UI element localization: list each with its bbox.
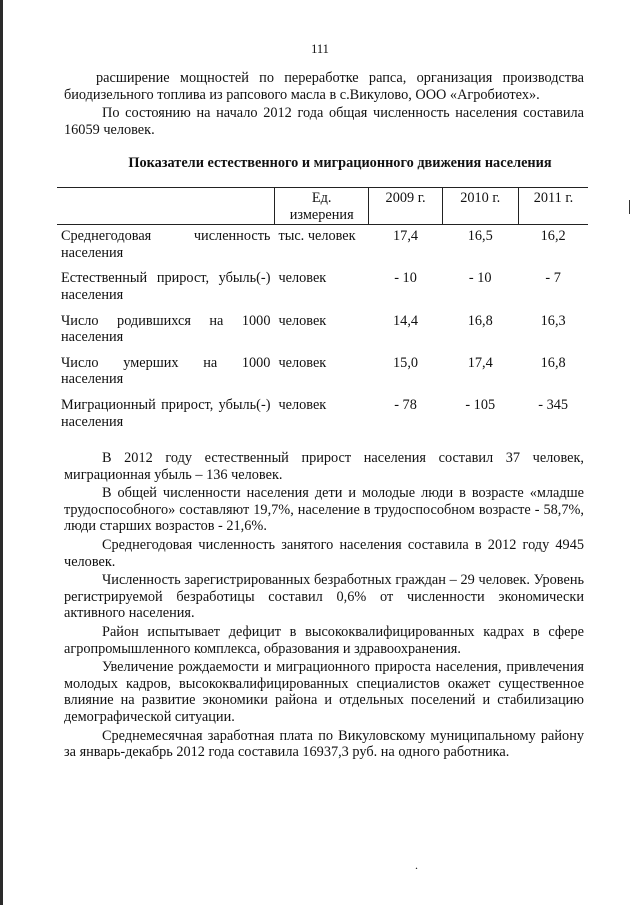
row-name: Число родившихся на 1000 населения xyxy=(61,312,271,346)
value-2010: - 10 xyxy=(468,270,492,287)
body-paragraph: В 2012 году естественный прирост населения составил 37 человек, миграционная убыль – 136 человек. xyxy=(64,450,584,483)
intro-text xyxy=(64,70,584,140)
value-2011: 16,3 xyxy=(540,312,566,329)
value-2009: 17,4 xyxy=(393,228,419,245)
intro-paragraph: расширение мощностей по переработке рапса, организация производства биодизельного топлива из рапсового масла в с.Викулово, ООО «Агробиотех». xyxy=(64,70,584,103)
value-2011: - 345 xyxy=(538,396,569,413)
value-2010: 16,8 xyxy=(467,312,493,329)
table-row xyxy=(57,352,588,394)
row-name: Естественный прирост, убыль(-) населения xyxy=(61,270,271,303)
value-2009: 15,0 xyxy=(393,354,419,371)
row-name: Миграционный прирост, убыль(-) населения xyxy=(61,396,271,430)
row-name: Среднегодовая численность населения xyxy=(61,228,271,261)
scan-edge xyxy=(0,0,3,905)
body-paragraph: Среднегодовая численность занятого населения составила в 2012 году 4945 человек. xyxy=(64,536,584,570)
value-2009: 14,4 xyxy=(393,312,419,329)
table-title: Показатели естественного и миграционного движения населения xyxy=(128,155,552,171)
row-name: Число умерших на 1000 населения xyxy=(61,354,271,388)
body-paragraph: Численность зарегистрированных безработных граждан – 29 человек. Уровень регистрируемой безработицы составил 0,6% от численности экономически активного населения. xyxy=(64,572,584,622)
row-unit: тыс. человек xyxy=(278,228,356,245)
header-2011: 2011 г. xyxy=(518,188,588,225)
row-unit: человек xyxy=(278,270,327,287)
stray-mark: . xyxy=(415,858,418,872)
intro-paragraph: По состоянию на начало 2012 года общая численность населения составила 16059 человек. xyxy=(64,105,584,138)
scan-mark xyxy=(629,200,630,214)
table-header-row xyxy=(57,188,588,225)
body-paragraph: Увеличение рождаемости и миграционного прироста населения, привлечения молодых кадров, высококвалифицированных специалистов окажет существенное влияние на развитие экономики района и отдельных поселений и стабилизацию демографической ситуации. xyxy=(64,659,584,725)
body-paragraph: В общей численности населения дети и молодые люди в возрасте «младше трудоспособного» составляют 19,7%, население в трудоспособном возрасте - 58,7%, люди старших возрастов - 21,6%. xyxy=(64,485,584,535)
table-row xyxy=(57,267,588,309)
value-2010: 17,4 xyxy=(467,354,493,371)
body-paragraph: Район испытывает дефицит в высококвалифицированных кадрах в сфере агропромышленного комплекса, образования и здравоохранения. xyxy=(64,623,584,657)
value-2011: - 7 xyxy=(545,270,561,287)
indicators-table xyxy=(57,187,588,436)
value-2011: 16,8 xyxy=(540,354,566,371)
header-indicator xyxy=(57,188,274,225)
header-2010: 2010 г. xyxy=(442,188,518,225)
body-paragraph: Среднемесячная заработная плата по Викуловскому муниципальному району за январь-декабрь 2012 года составила 16937,3 руб. на одного работника. xyxy=(64,727,584,761)
table-row xyxy=(57,310,588,352)
header-unit: Ед. измерения xyxy=(274,188,369,225)
value-2010: 16,5 xyxy=(467,228,493,245)
value-2011: 16,2 xyxy=(540,228,566,245)
row-unit: человек xyxy=(278,354,327,371)
body-text xyxy=(64,450,584,763)
table-row xyxy=(57,225,588,268)
value-2009: - 78 xyxy=(394,396,417,413)
value-2009: - 10 xyxy=(394,270,417,287)
row-unit: человек xyxy=(278,396,327,413)
table-row xyxy=(57,394,588,436)
row-unit: человек xyxy=(278,312,327,329)
value-2010: - 105 xyxy=(465,396,496,413)
header-2009: 2009 г. xyxy=(369,188,442,225)
page-number: 111 xyxy=(311,42,329,56)
